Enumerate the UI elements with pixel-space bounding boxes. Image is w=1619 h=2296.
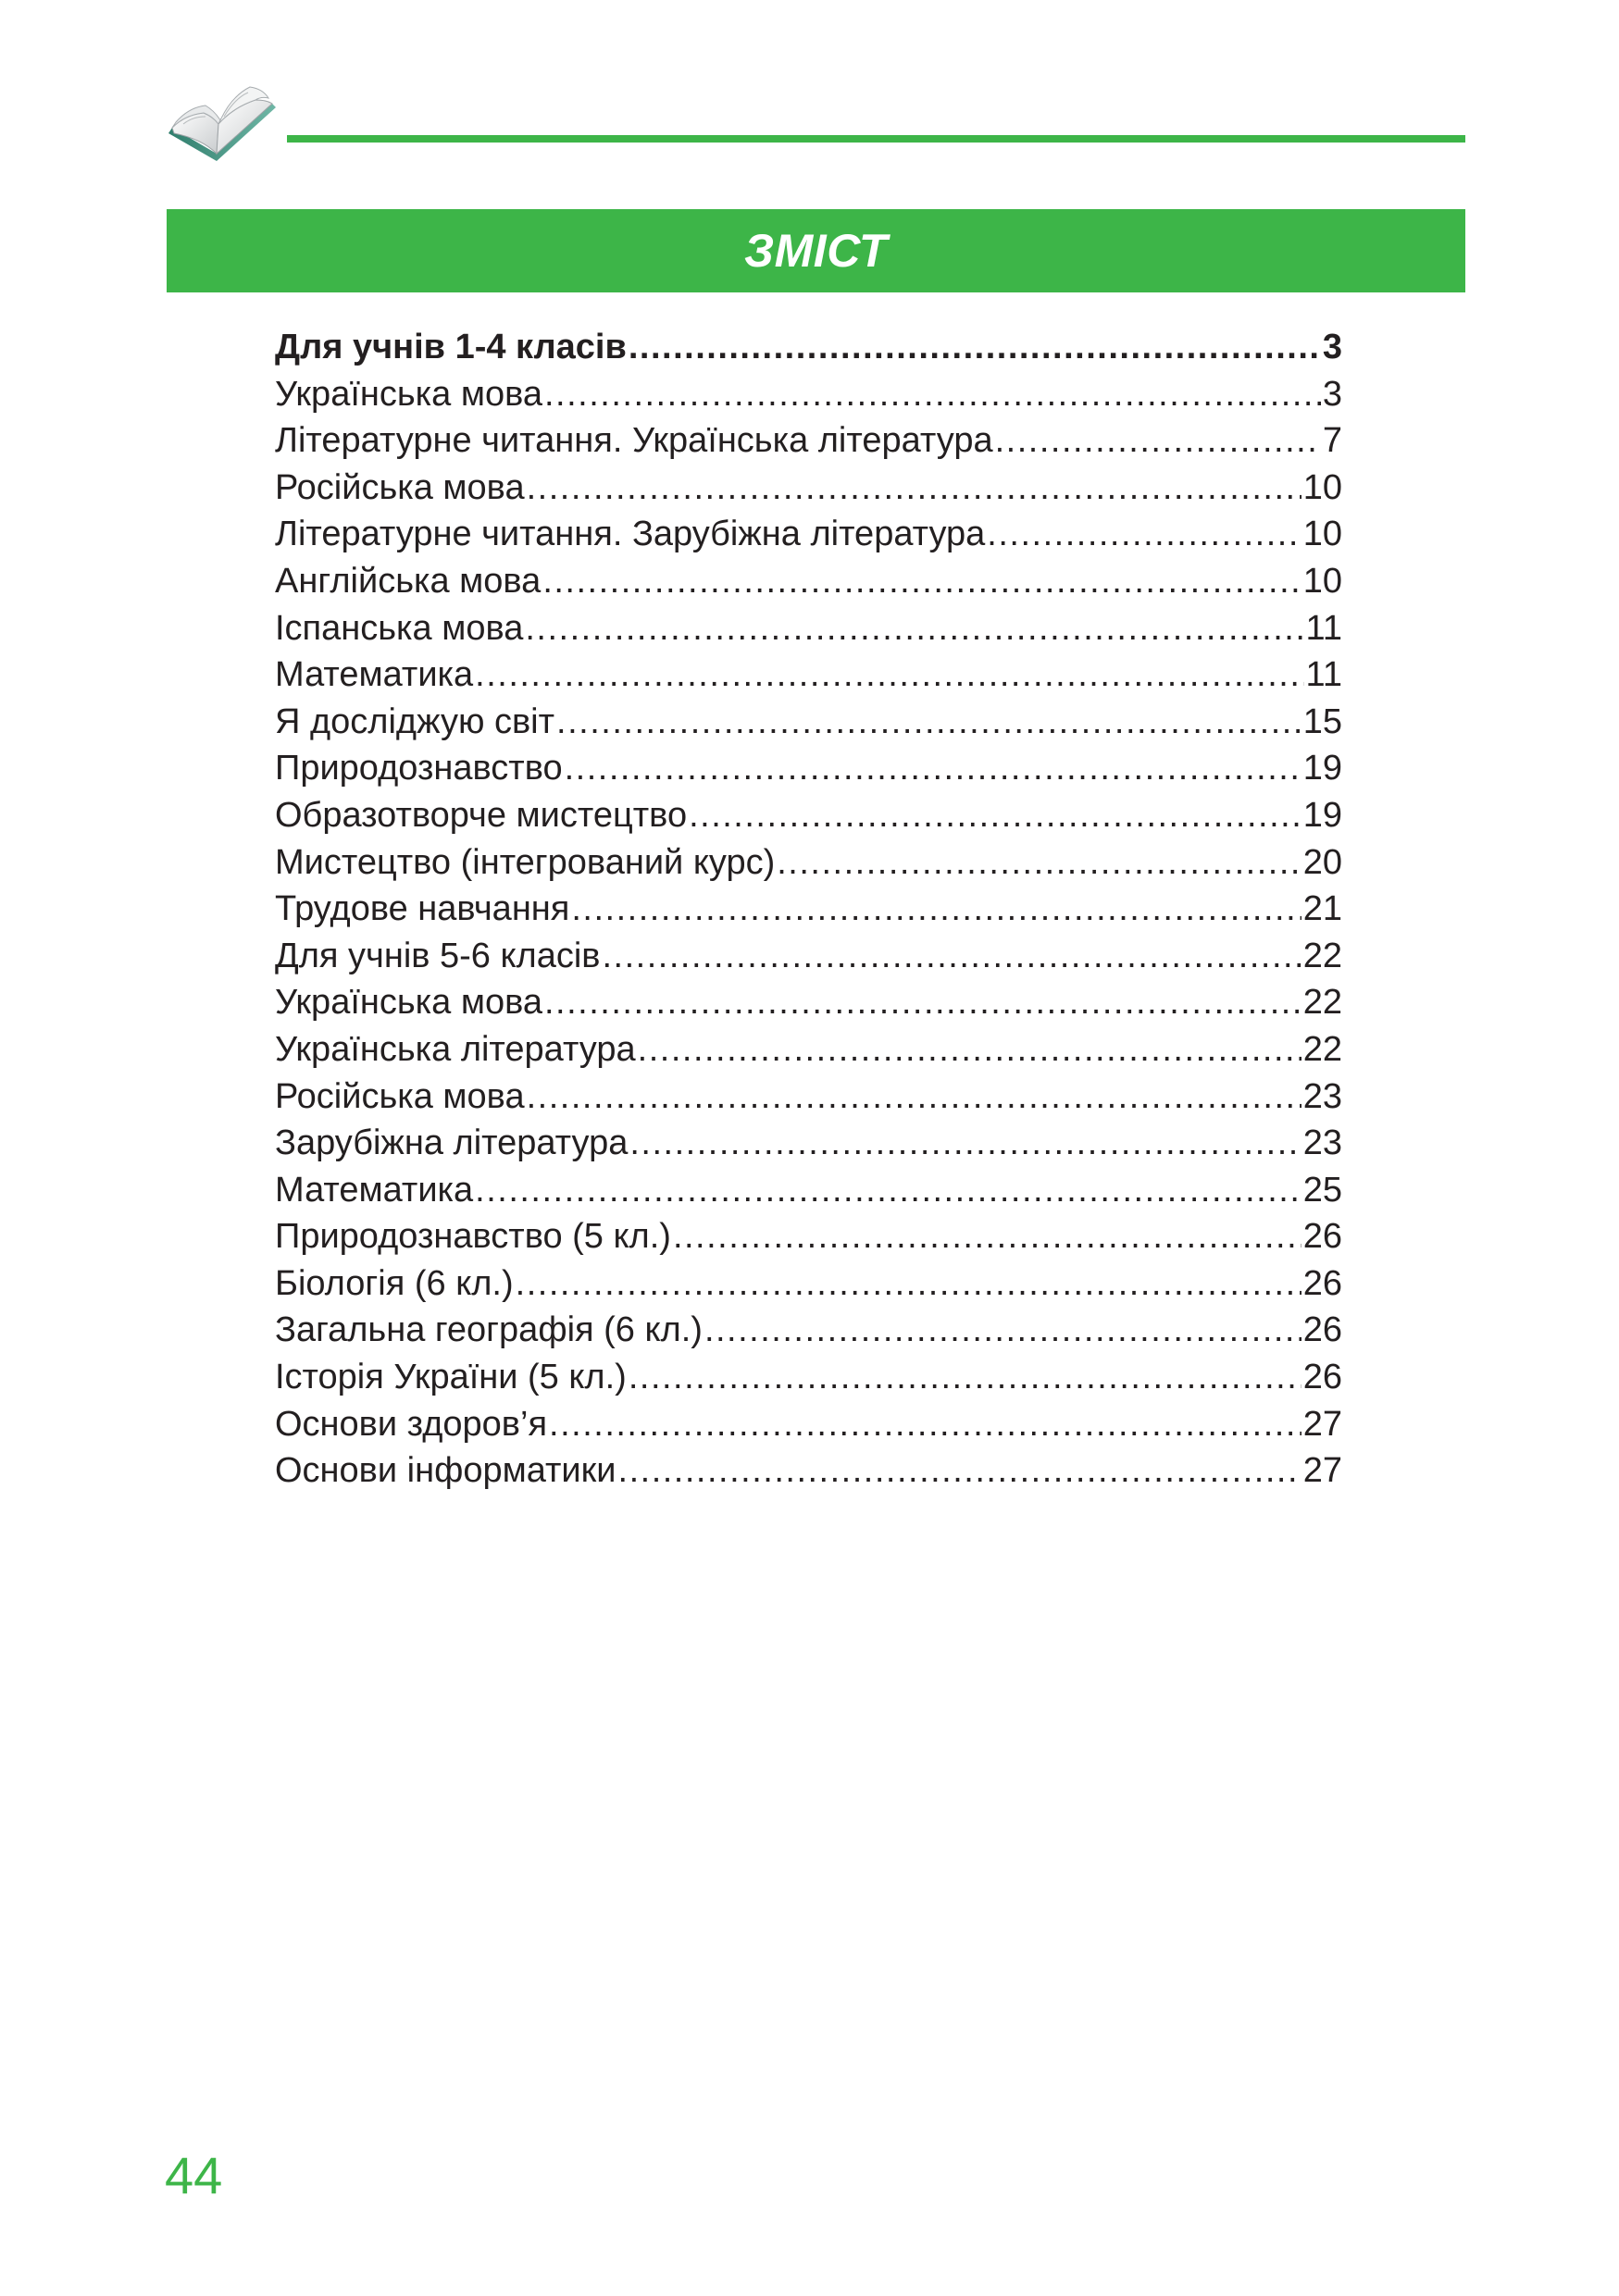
toc-dot-leader <box>525 605 1303 652</box>
toc-entry-title: Російська мова <box>275 467 525 507</box>
table-of-contents <box>275 324 1342 1495</box>
toc-entry-page: 10 <box>1302 467 1342 507</box>
toc-dot-leader <box>638 1026 1301 1074</box>
toc-entry-title: Українська мова <box>275 374 542 414</box>
toc-dot-leader <box>673 1213 1301 1260</box>
toc-entry[interactable] <box>275 465 1342 512</box>
toc-dot-leader <box>689 792 1301 839</box>
toc-entry-page: 3 <box>1322 374 1342 414</box>
toc-dot-leader <box>527 1074 1301 1121</box>
toc-dot-leader <box>629 324 1321 371</box>
toc-entry-title: Для учнів 5-6 класів <box>275 936 601 975</box>
toc-entry-page: 11 <box>1305 655 1342 695</box>
toc-entry-page: 15 <box>1302 701 1342 741</box>
toc-entry-title: Основи інформатики <box>275 1451 616 1491</box>
header-rule <box>287 135 1465 143</box>
toc-dot-leader <box>571 886 1301 933</box>
toc-dot-leader <box>542 558 1301 605</box>
toc-dot-leader <box>777 839 1301 887</box>
toc-entry[interactable] <box>275 417 1342 465</box>
toc-entry-page: 10 <box>1302 515 1342 554</box>
toc-dot-leader <box>987 511 1301 558</box>
toc-entry-page: 10 <box>1302 561 1342 601</box>
toc-entry[interactable] <box>275 699 1342 746</box>
toc-entry-page: 21 <box>1302 889 1342 929</box>
toc-entry[interactable] <box>275 745 1342 792</box>
toc-entry[interactable] <box>275 371 1342 418</box>
toc-entry[interactable] <box>275 933 1342 980</box>
toc-entry-page: 23 <box>1302 1123 1342 1163</box>
page-title: ЗМІСТ <box>744 225 888 277</box>
toc-entry[interactable] <box>275 1026 1342 1074</box>
open-book-icon <box>165 80 281 168</box>
toc-entry-title: Зарубіжна література <box>275 1123 629 1163</box>
toc-dot-leader <box>995 417 1321 465</box>
toc-dot-leader <box>549 1401 1301 1448</box>
toc-dot-leader <box>565 745 1301 792</box>
toc-entry-page: 26 <box>1302 1263 1342 1303</box>
toc-entry[interactable] <box>275 1260 1342 1308</box>
toc-dot-leader <box>629 1120 1301 1167</box>
toc-entry[interactable] <box>275 1401 1342 1448</box>
toc-entry-page: 20 <box>1302 842 1342 882</box>
toc-entry-page: 7 <box>1322 421 1342 461</box>
toc-entry-page: 26 <box>1302 1310 1342 1350</box>
toc-entry-page: 22 <box>1302 983 1342 1023</box>
toc-entry[interactable] <box>275 1120 1342 1167</box>
toc-entry[interactable] <box>275 1447 1342 1495</box>
page-number: 44 <box>165 2146 223 2204</box>
toc-entry[interactable] <box>275 558 1342 605</box>
toc-entry-title: Природознавство <box>275 749 563 788</box>
toc-entry-page: 19 <box>1302 795 1342 835</box>
toc-entry[interactable] <box>275 652 1342 699</box>
toc-entry[interactable] <box>275 792 1342 839</box>
toc-dot-leader <box>618 1447 1301 1495</box>
toc-dot-leader <box>544 371 1321 418</box>
toc-entry-title: Українська література <box>275 1029 636 1069</box>
toc-entry-title: Математика <box>275 1170 474 1210</box>
toc-entry[interactable] <box>275 1074 1342 1121</box>
toc-entry-page: 27 <box>1302 1451 1342 1491</box>
toc-dot-leader <box>544 979 1301 1026</box>
toc-entry-title: Я досліджую світ <box>275 701 555 741</box>
toc-dot-leader <box>704 1307 1301 1354</box>
toc-dot-leader <box>527 465 1301 512</box>
toc-dot-leader <box>475 652 1303 699</box>
toc-entry-page: 11 <box>1305 608 1342 648</box>
toc-entry-title: Історія України (5 кл.) <box>275 1358 627 1397</box>
toc-entry-title: Літературне читання. Українська література <box>275 421 993 461</box>
toc-entry-title: Математика <box>275 655 474 695</box>
toc-entry-title: Українська мова <box>275 983 542 1023</box>
toc-entry[interactable] <box>275 1307 1342 1354</box>
toc-entry-page: 19 <box>1302 749 1342 788</box>
toc-entry[interactable] <box>275 605 1342 652</box>
toc-dot-leader <box>602 933 1301 980</box>
toc-entry-page: 25 <box>1302 1170 1342 1210</box>
toc-entry[interactable] <box>275 324 1342 371</box>
toc-dot-leader <box>475 1167 1301 1214</box>
toc-entry[interactable] <box>275 1213 1342 1260</box>
toc-entry-title: Біологія (6 кл.) <box>275 1263 514 1303</box>
toc-dot-leader <box>516 1260 1301 1308</box>
toc-dot-leader <box>629 1354 1301 1401</box>
toc-entry[interactable] <box>275 1354 1342 1401</box>
toc-entry[interactable] <box>275 1167 1342 1214</box>
toc-entry-title: Іспанська мова <box>275 608 524 648</box>
toc-entry-page: 3 <box>1322 328 1342 366</box>
toc-entry-title: Російська мова <box>275 1076 525 1116</box>
toc-entry[interactable] <box>275 511 1342 558</box>
toc-entry-title: Природознавство (5 кл.) <box>275 1217 671 1257</box>
toc-entry-title: Загальна географія (6 кл.) <box>275 1310 703 1350</box>
toc-entry-title: Для учнів 1-4 класів <box>275 328 627 366</box>
toc-entry-page: 23 <box>1302 1076 1342 1116</box>
toc-dot-leader <box>556 699 1301 746</box>
toc-entry-title: Мистецтво (інтегрований курс) <box>275 842 776 882</box>
toc-entry-page: 26 <box>1302 1217 1342 1257</box>
toc-entry-page: 22 <box>1302 936 1342 975</box>
toc-entry-title: Трудове навчання <box>275 889 570 929</box>
toc-entry-title: Літературне читання. Зарубіжна література <box>275 515 986 554</box>
toc-entry[interactable] <box>275 839 1342 887</box>
toc-entry-page: 22 <box>1302 1029 1342 1069</box>
toc-entry-title: Англійська мова <box>275 561 542 601</box>
toc-entry[interactable] <box>275 979 1342 1026</box>
toc-entry-title: Образотворче мистецтво <box>275 795 688 835</box>
toc-entry[interactable] <box>275 886 1342 933</box>
toc-entry-page: 26 <box>1302 1358 1342 1397</box>
toc-entry-title: Основи здоров’я <box>275 1404 548 1444</box>
title-bar <box>167 209 1465 292</box>
toc-entry-page: 27 <box>1302 1404 1342 1444</box>
